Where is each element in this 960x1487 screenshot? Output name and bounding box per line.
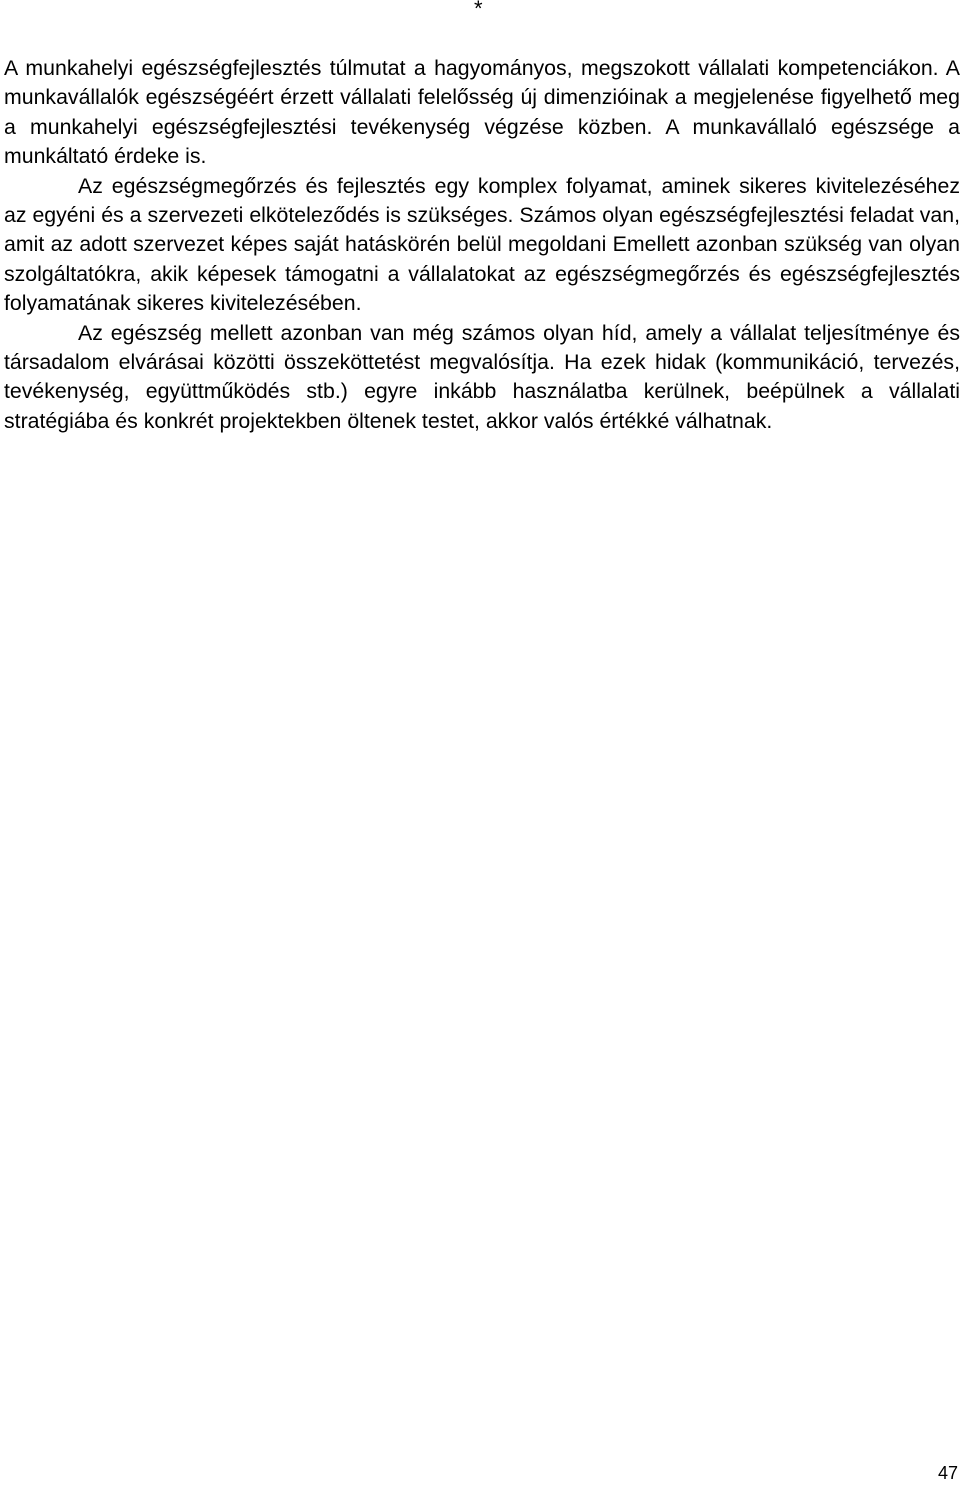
paragraph-2: Az egészségmegőrzés és fejlesztés egy komplex folyamat, aminek sikeres kivitelezéséhez az egyéni és a szervezeti elköteleződés is szükséges. Számos olyan egészségfejlesztési feladat van, amit az adott szervezet képes saját hatáskörén belül megoldani Emellett azonban szükség van olyan szolgáltatókra, akik képesek támogatni a vállalatokat az egészségmegőrzés és egészségfejlesztés folyamatának sikeres kivitelezésében. xyxy=(4,173,960,316)
header-asterisk: * xyxy=(474,0,483,21)
paragraph-1: A munkahelyi egészségfejlesztés túlmutat a hagyományos, megszokott vállalati kompetenciákon. A munkavállalók egészségéért érzett vállalati felelősség új dimenzióinak a megjelenése figyelhető meg a munkahelyi egészségfejlesztési tevékenység végzése közben. A munkavállaló egészsége a munkáltató érdeke is. xyxy=(4,56,960,169)
body-text xyxy=(4,54,960,436)
paragraph-3: Az egészség mellett azonban van még számos olyan híd, amely a vállalat teljesítménye és társadalom elvárásai közötti összeköttetést megvalósítja. Ha ezek hidak (kommunikáció, tervezés, tevékenység, együttműködés stb.) egyre inkább használatba kerülnek, beépülnek a vállalati stratégiába és konkrét projektekben öltenek testet, akkor valós értékké válhatnak. xyxy=(4,320,960,433)
page-number: 47 xyxy=(937,1463,958,1483)
